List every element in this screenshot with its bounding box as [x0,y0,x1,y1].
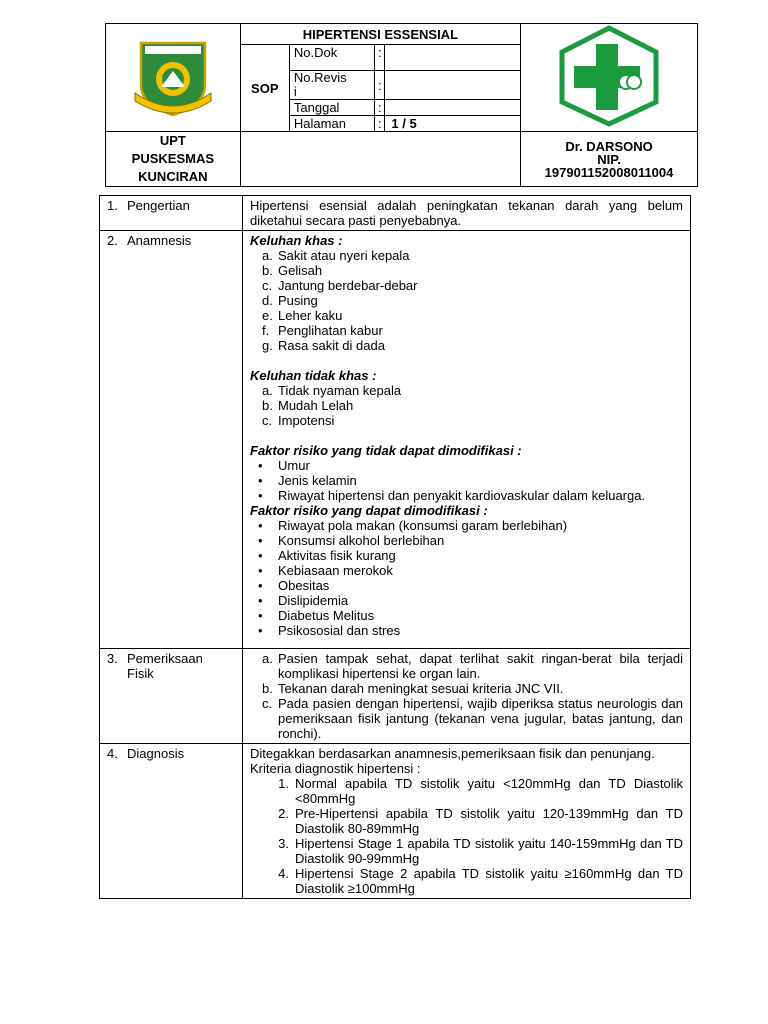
list-item-text: Pasien tampak sehat, dapat terlihat sakit ringan-berat bila terjadi komplikasi hipertensi ke organ lain. [278,651,683,681]
nip-number: 197901152008011004 [544,164,674,180]
list-item-text: Tekanan darah meningkat sesuai kriteria JNC VII. [278,681,564,696]
list-marker: • [258,473,263,488]
list-marker: a. [262,651,273,666]
section-content [243,649,691,744]
upt-line: KUNCIRAN [138,169,208,184]
signatory [521,132,698,187]
list-item [250,338,683,353]
list-item [250,278,683,293]
list-item [250,308,683,323]
section-label [100,649,243,744]
list-marker: • [258,608,263,623]
list-marker: • [258,548,263,563]
section-title: Diagnosis [127,746,185,761]
list-item [250,383,683,398]
field-value-tanggal [385,100,521,116]
list-item-text: Kebiasaan merokok [278,563,393,578]
list-item [250,398,683,413]
list-item-text: Umur [278,458,310,473]
list-item-text: Riwayat pola makan (konsumsi garam berlebihan) [278,518,568,533]
section-anamnesis [100,231,691,649]
list-item [250,293,683,308]
section-title: Pemeriksaan [127,651,203,666]
field-value-norevisi [385,71,521,100]
list-item-text: Hipertensi Stage 2 apabila TD sistolik yaitu ≥160mmHg dan TD Diastolik ≥100mmHg [295,866,683,896]
list-marker: • [258,563,263,578]
section-number: 1. [107,198,118,213]
list-tidak-khas [250,383,683,428]
section-label [100,196,243,231]
section-title: Anamnesis [127,233,192,248]
list-marker: b. [262,263,273,278]
upt-line: UPT [159,133,186,148]
list-marker: a. [262,248,273,263]
list-item [250,593,683,608]
list-marker: • [258,593,263,608]
list-marker: • [258,533,263,548]
list-item [250,548,683,563]
list-marker: a. [262,383,273,398]
section-title: Pengertian [127,198,190,213]
subheading: Faktor risiko yang dapat dimodifikasi : [250,503,488,518]
doctor-name: Dr. DARSONO [565,138,653,154]
list-item-text: Penglihatan kabur [278,323,383,338]
list-item [250,473,683,488]
list-marker: • [258,578,263,593]
list-item [250,563,683,578]
list-khas [250,248,683,353]
list-item [250,806,683,836]
list-item-text: Dislipidemia [278,593,349,608]
list-item [250,413,683,428]
diagnosis-criteria-title: Kriteria diagnostik hipertensi : [250,761,421,776]
list-item [250,458,683,473]
list-item [250,651,683,681]
subheading: Keluhan tidak khas : [250,368,377,383]
list-item-text: Riwayat hipertensi dan penyakit kardiovaskular dalam keluarga. [278,488,646,503]
list-item [250,533,683,548]
list-item [250,696,683,741]
list-item [250,623,683,638]
list-pemeriksaan [250,651,683,741]
field-value-nodok [385,45,521,71]
section-number: 2. [107,233,118,248]
list-item [250,866,683,896]
field-value-halaman: 1 / 5 [385,116,521,132]
list-marker: d. [262,293,273,308]
list-item [250,248,683,263]
field-label-tanggal: Tanggal [289,100,374,116]
field-label-nodok: No.Dok [289,45,374,71]
list-item-text: Diabetus Melitus [278,608,375,623]
list-item-text: Hipertensi Stage 1 apabila TD sistolik yaitu 140-159mmHg dan TD Diastolik 90-99mmHg [295,836,683,866]
list-item-text: Jenis kelamin [278,473,357,488]
list-item [250,578,683,593]
list-item-text: Psikososial dan stres [278,623,401,638]
field-colon: : [375,116,385,132]
list-item-text: Pusing [278,293,318,308]
list-marker: 4. [278,866,289,881]
field-colon: : [375,100,385,116]
section-label [100,744,243,899]
list-item-text: Jantung berdebar-debar [278,278,418,293]
list-item [250,681,683,696]
list-item-text: Normal apabila TD sistolik yaitu <120mmHg dan TD Diastolik <80mmHg [295,776,683,806]
list-faktor-tidak [250,458,683,503]
list-item-text: Rasa sakit di dada [278,338,385,353]
list-marker: b. [262,398,273,413]
list-item [250,608,683,623]
blank-cell [240,132,520,187]
field-label-norevisi: No.Revis i [289,71,374,100]
list-marker: 1. [278,776,289,791]
content-table [99,195,691,899]
list-item [250,323,683,338]
list-item-text: Aktivitas fisik kurang [278,548,396,563]
list-item-text: Gelisah [278,263,323,278]
list-item [250,518,683,533]
list-faktor-dapat [250,518,683,638]
list-item [250,836,683,866]
list-marker: g. [262,338,273,353]
list-item-text: Konsumsi alkohol berlebihan [278,533,445,548]
list-item-text: Sakit atau nyeri kepala [278,248,410,263]
list-marker: c. [262,413,273,428]
subheading: Faktor risiko yang tidak dapat dimodifikasi : [250,443,522,458]
list-marker: f. [262,323,270,338]
list-marker: • [258,488,263,503]
list-item-text: Mudah Lelah [278,398,354,413]
upt-line: PUSKESMAS [131,151,215,166]
list-marker: e. [262,308,273,323]
list-item [250,488,683,503]
list-marker: • [258,458,263,473]
list-marker: c. [262,696,273,711]
diagnosis-intro: Ditegakkan berdasarkan anamnesis,pemeriksaan fisik dan penunjang. [250,746,655,761]
section-text: Hipertensi esensial adalah peningkatan tekanan darah yang belum diketahui secara pasti penyebabnya. [243,196,691,231]
list-item [250,263,683,278]
nip-label: NIP. [597,151,621,167]
list-item-text: Pada pasien dengan hipertensi, wajib diperiksa status neurologis dan pemeriksaan fisik jantung (tekanan vena jugular, batas jantung, dan ronchi). [278,696,683,741]
list-marker: • [258,623,263,638]
list-item-text: Pre-Hipertensi apabila TD sistolik yaitu 120-139mmHg dan TD Diastolik 80-89mmHg [295,806,683,836]
puskesmas-logo-cell [521,24,698,132]
section-number: 4. [107,746,118,761]
list-item-text: Obesitas [278,578,330,593]
section-pemeriksaan-fisik [100,649,691,744]
list-marker: 2. [278,806,289,821]
list-marker: • [258,518,263,533]
document-title: HIPERTENSI ESSENSIAL [240,24,520,45]
puskesmas-cross-icon [554,24,664,128]
section-content [243,231,691,649]
list-marker: 3. [278,836,289,851]
subheading: Keluhan khas : [250,233,343,248]
field-label-halaman: Halaman [289,116,374,132]
list-item-text: Impotensi [278,413,335,428]
field-colon: : [375,45,385,71]
kota-tangerang-emblem-icon [131,35,215,117]
list-marker: b. [262,681,273,696]
header-table [105,23,698,187]
list-item-text: Tidak nyaman kepala [278,383,402,398]
field-colon: : [375,71,385,100]
section-number: 3. [107,651,118,666]
list-item [250,776,683,806]
section-diagnosis [100,744,691,899]
upt-name [106,132,241,187]
list-item-text: Leher kaku [278,308,343,323]
list-kriteria [250,776,683,896]
section-label [100,231,243,649]
section-content [243,744,691,899]
list-marker: c. [262,278,273,293]
section-title: Fisik [127,666,154,681]
sop-label: SOP [240,45,289,132]
logo-cell [106,24,241,132]
section-pengertian [100,196,691,231]
